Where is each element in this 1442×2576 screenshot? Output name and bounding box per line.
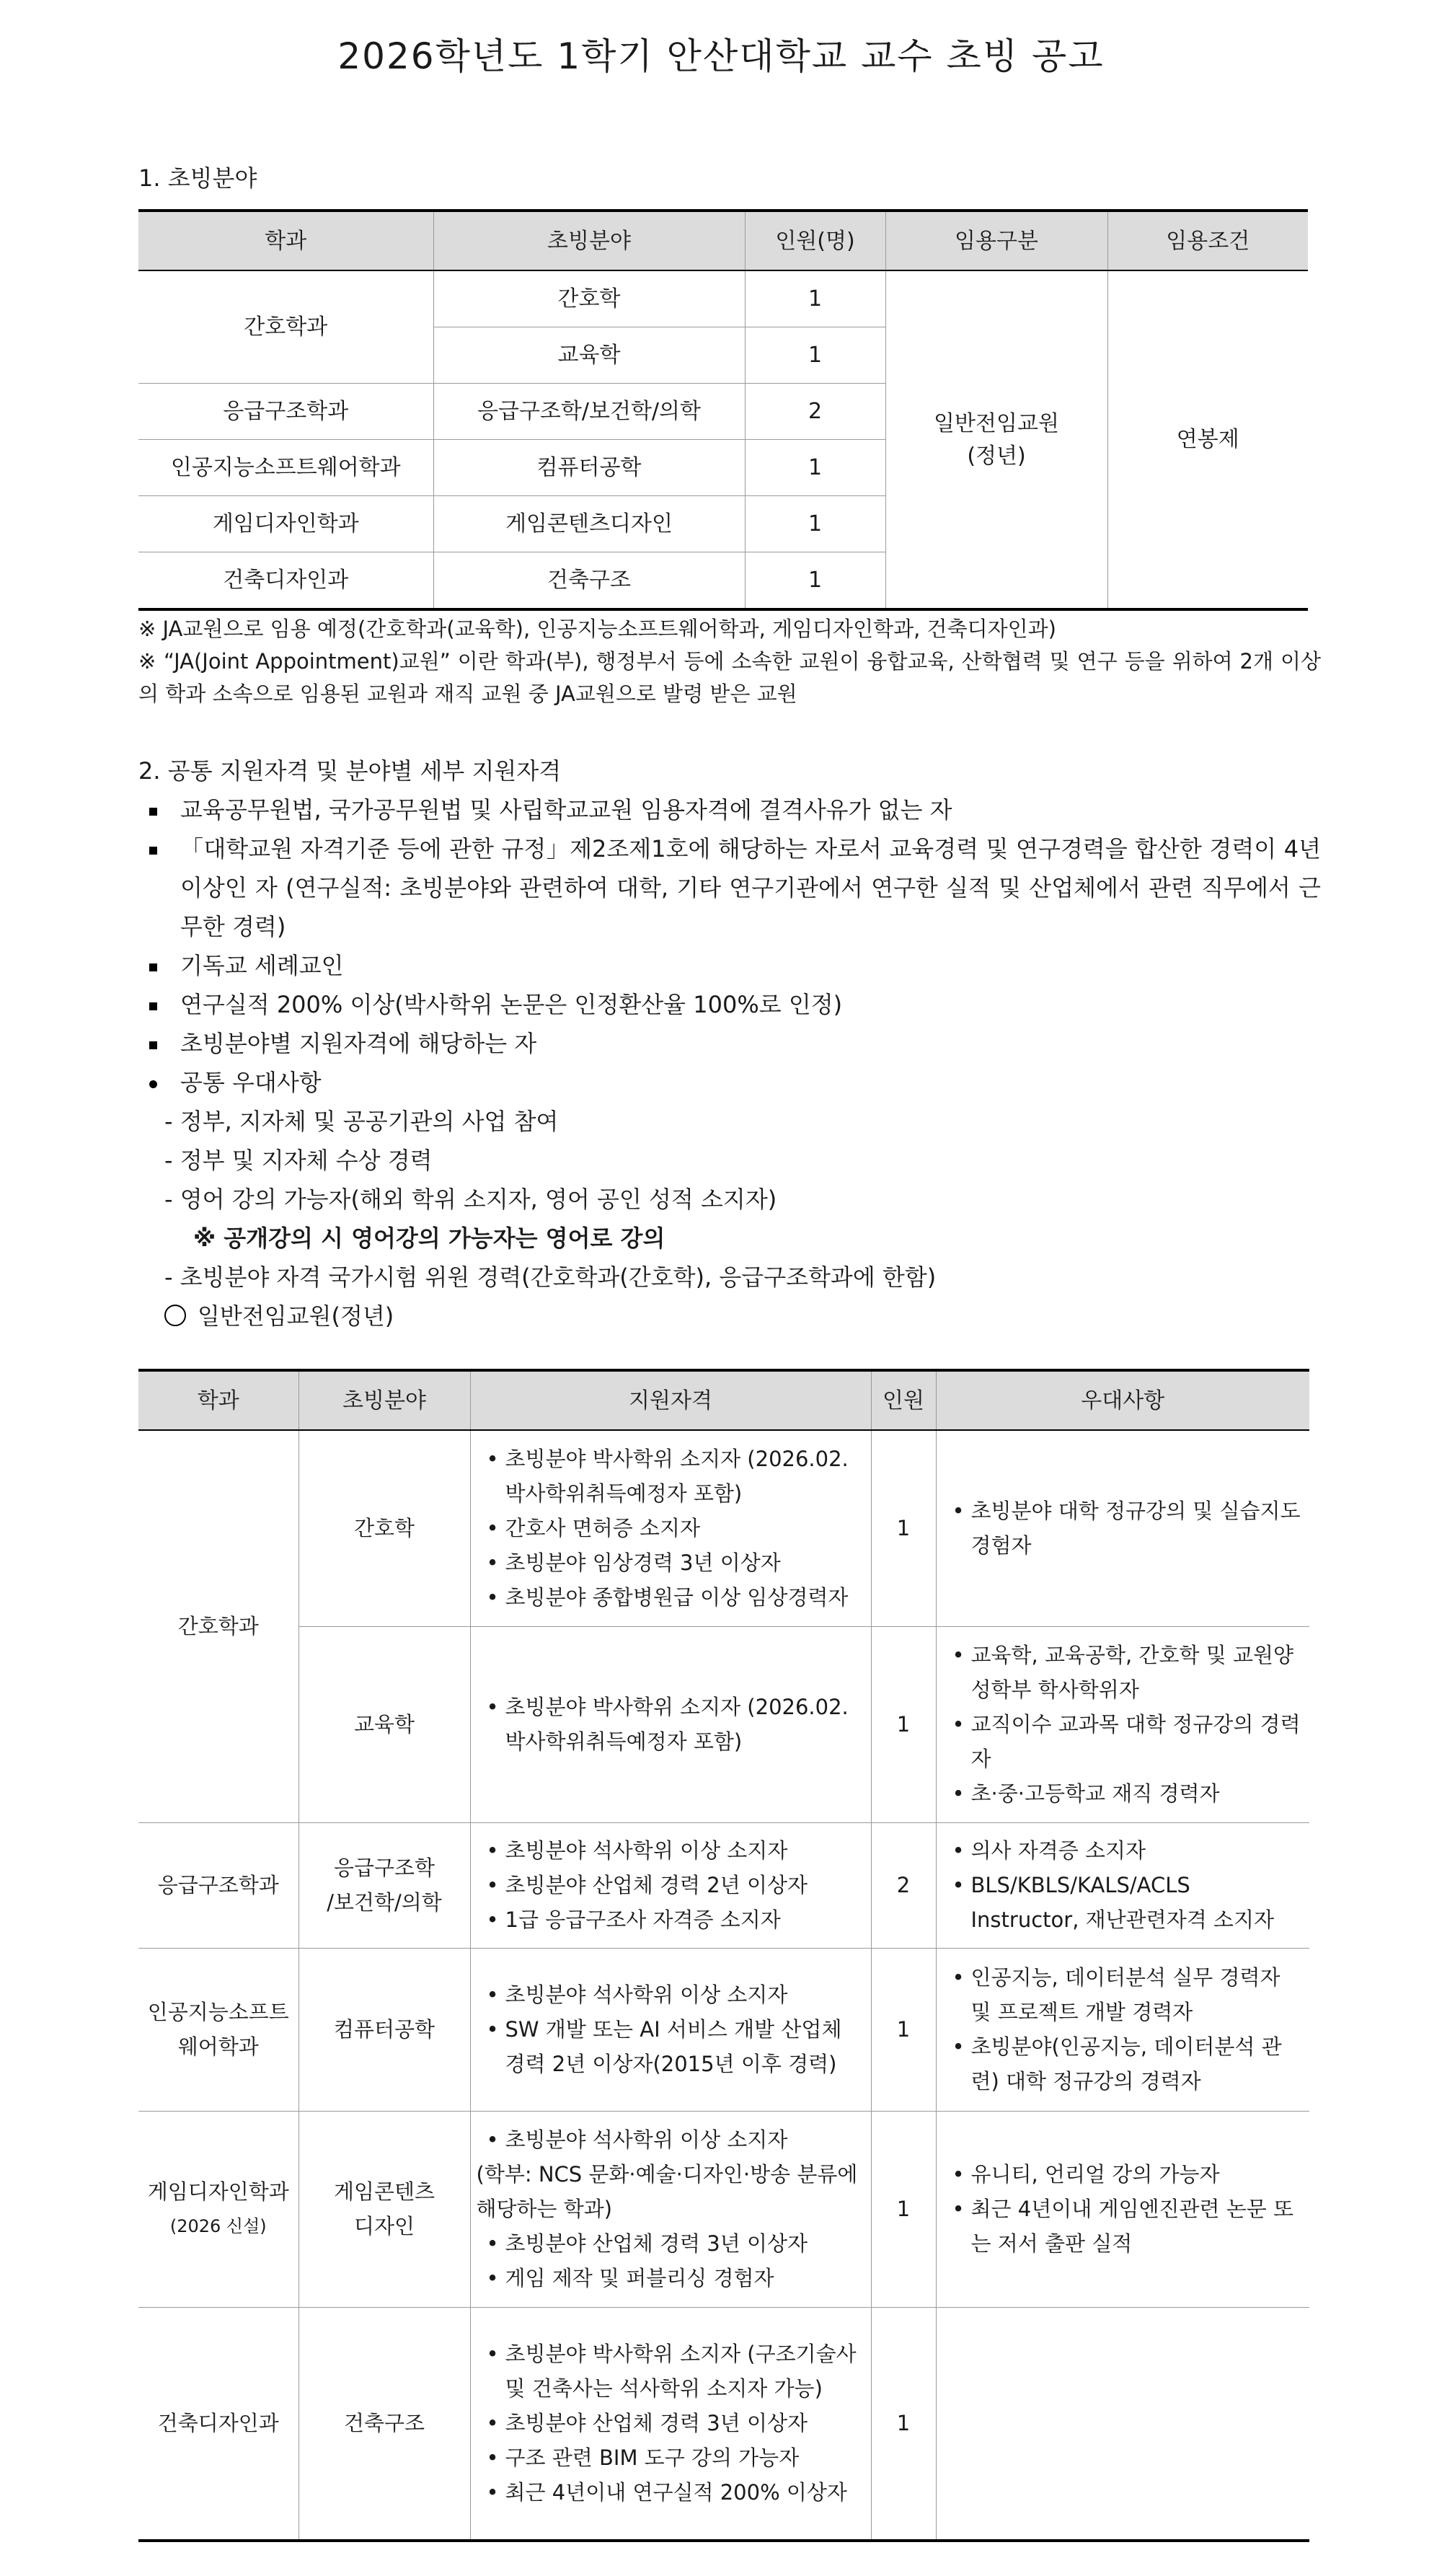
circle-bullet-icon: [164, 1305, 186, 1326]
square-bullet-icon: [149, 1002, 157, 1010]
count-cell: 1: [745, 270, 885, 327]
square-bullet-icon: [149, 847, 157, 855]
appointment-type-line: (정년): [967, 443, 1026, 469]
header-cell: 인원: [871, 1370, 936, 1430]
preference-item: - 정부 및 지자체 수상 경력: [164, 1147, 433, 1174]
table-row: [138, 2111, 1309, 2307]
preference-item: • 최근 4년이내 게임엔진관련 논문 또는 저서 출판 실적: [952, 2192, 1303, 2261]
qualification-item: • 초빙분야 산업체 경력 3년 이상자: [487, 2406, 864, 2440]
preference-cell: [936, 2307, 1309, 2541]
count-cell: 1: [745, 440, 885, 496]
qualification-item: • 초빙분야 박사학위 소지자 (2026.02. 박사학위취득예정자 포함): [487, 1442, 864, 1511]
qualification-item: • 초빙분야 석사학위 이상 소지자: [487, 1977, 864, 2012]
count-cell: 1: [745, 496, 885, 552]
preference-item: - 초빙분야 자격 국가시험 위원 경력(간호학과(간호학), 응급구조학과에 한함): [164, 1263, 937, 1291]
qualification-item: • 간호사 면허증 소지자: [487, 1511, 864, 1545]
header-cell: 임용구분: [885, 211, 1107, 270]
square-bullet-icon: [149, 963, 157, 971]
qualification-cell: [470, 1822, 871, 1948]
field-cell: 간호학: [298, 1430, 470, 1626]
qualification-cell: [470, 1948, 871, 2111]
preference-cell: [936, 1430, 1309, 1626]
header-cell: 지원자격: [470, 1370, 871, 1430]
dept-note: (2026 신설): [169, 2216, 267, 2236]
field-cell: [298, 2111, 470, 2307]
field-cell: [298, 1822, 470, 1948]
field-cell: 컴퓨터공학: [298, 1948, 470, 2111]
qualification-item: • 초빙분야 석사학위 이상 소지자: [487, 1833, 864, 1868]
field-line: 응급구조학: [333, 1856, 435, 1880]
count-cell: 1: [745, 552, 885, 610]
header-cell: 우대사항: [936, 1370, 1309, 1430]
section-1-notes: [138, 613, 1321, 710]
count-cell: 1: [745, 327, 885, 384]
table-header-row: [138, 1370, 1309, 1430]
field-cell: 게임콘텐츠디자인: [433, 496, 745, 552]
dept-line: 게임디자인학과: [147, 2179, 289, 2204]
preference-cell: [936, 1626, 1309, 1822]
english-lecture-note: ※ 공개강의 시 영어강의 가능자는 영어로 강의: [193, 1225, 665, 1252]
qualification-cell: [470, 1626, 871, 1822]
dept-cell: 응급구조학과: [138, 384, 433, 440]
header-cell: 임용조건: [1107, 211, 1308, 270]
table-row: [138, 1626, 1309, 1822]
section-2-heading: 2. 공통 지원자격 및 분야별 세부 지원자격: [138, 757, 562, 785]
section-1-heading: 1. 초빙분야: [138, 164, 257, 192]
preference-item: • 교직이수 교과목 대학 정규강의 경력자: [952, 1707, 1303, 1776]
count-cell: 1: [871, 1430, 936, 1626]
dept-cell: 간호학과: [138, 270, 433, 384]
count-cell: 1: [871, 2111, 936, 2307]
field-cell: 간호학: [433, 270, 745, 327]
dept-cell: [138, 1948, 298, 2111]
field-line: /보건학/의학: [327, 1890, 442, 1915]
header-cell: 초빙분야: [433, 211, 745, 270]
qualification-item: • 초빙분야 산업체 경력 2년 이상자: [487, 1868, 864, 1902]
table-row: [138, 1948, 1309, 2111]
qualification-item: • 최근 4년이내 연구실적 200% 이상자: [487, 2475, 864, 2510]
field-line: 디자인: [353, 2214, 415, 2238]
list-item: 초빙분야별 지원자격에 해당하는 자: [138, 1024, 1321, 1063]
qualification-table: [138, 1369, 1309, 2542]
dept-cell: 응급구조학과: [138, 1822, 298, 1948]
count-cell: 1: [871, 1626, 936, 1822]
list-item: 기독교 세례교인: [138, 946, 1321, 985]
note-text: ※ “JA(Joint Appointment)교원” 이란 학과(부), 행정부서 등에 소속한 교원이 융합교육, 산학협력 및 연구 등을 위하여 2개 이상의 학과 소속으로 임용된 교원과 재직 교원 중 JA교원으로 발령 받은 교원: [138, 649, 1321, 706]
qualification-item: • 초빙분야 종합병원급 이상 임상경력자: [487, 1580, 864, 1615]
header-cell: 인원(명): [745, 211, 885, 270]
appointment-type-cell: [885, 270, 1107, 609]
preference-item: • 초빙분야 대학 정규강의 및 실습지도 경험자: [952, 1494, 1303, 1563]
header-cell: 학과: [138, 211, 433, 270]
dept-line: 인공지능소프트: [147, 2000, 289, 2024]
preference-cell: [936, 1822, 1309, 1948]
preference-item: • BLS/KBLS/KALS/ACLS Instructor, 재난관련자격 소지자: [952, 1868, 1303, 1937]
round-bullet-icon: [149, 1080, 157, 1088]
recruitment-field-table: [138, 209, 1308, 611]
table-row: [138, 2307, 1309, 2541]
qualification-item: • SW 개발 또는 AI 서비스 개발 산업체 경력 2년 이상자(2015년 이후 경력): [487, 2012, 864, 2081]
preference-item: • 인공지능, 데이터분석 실무 경력자 및 프로젝트 개발 경력자: [952, 1960, 1303, 2029]
field-cell: 교육학: [433, 327, 745, 384]
preference-item: • 초·중·고등학교 재직 경력자: [952, 1776, 1303, 1811]
qualification-cell: [470, 2111, 871, 2307]
header-cell: 학과: [138, 1370, 298, 1430]
section-2: [138, 751, 1321, 1336]
preference-item: • 초빙분야(인공지능, 데이터분석 관련) 대학 정규강의 경력자: [952, 2029, 1303, 2099]
dept-cell: 인공지능소프트웨어학과: [138, 440, 433, 496]
field-cell: 교육학: [298, 1626, 470, 1822]
list-item: 「대학교원 자격기준 등에 관한 규정」제2조제1호에 해당하는 자로서 교육경력 및 연구경력을 합산한 경력이 4년 이상인 자 (연구실적: 초빙분야와 관련하여 대학, 기타 연구기관에서 연구한 실적 및 산업체에서 관련 직무에서 근무한 경력): [138, 829, 1321, 946]
square-bullet-icon: [149, 1041, 157, 1049]
qualification-item: • 초빙분야 박사학위 소지자 (구조기술사 및 건축사는 석사학위 소지자 가능): [487, 2337, 864, 2406]
dept-cell: [138, 2111, 298, 2307]
dept-cell: 게임디자인학과: [138, 496, 433, 552]
subsection-heading: 일반전임교원(정년): [138, 1297, 1321, 1336]
preference-cell: [936, 2111, 1309, 2307]
field-cell: 응급구조학/보건학/의학: [433, 384, 745, 440]
count-cell: 1: [871, 2307, 936, 2541]
count-cell: 1: [871, 1948, 936, 2111]
qualification-cell: [470, 1430, 871, 1626]
preference-item: • 유니티, 언리얼 강의 가능자: [952, 2157, 1303, 2192]
qualification-item: • 구조 관련 BIM 도구 강의 가능자: [487, 2440, 864, 2475]
preference-item: • 교육학, 교육공학, 간호학 및 교원양성학부 학사학위자: [952, 1638, 1303, 1707]
field-cell: 건축구조: [298, 2307, 470, 2541]
dept-cell: 건축디자인과: [138, 2307, 298, 2541]
dept-cell: 간호학과: [138, 1430, 298, 1822]
qualification-cell: [470, 2307, 871, 2541]
condition-cell: 연봉제: [1107, 270, 1308, 609]
qualification-note: (학부: NCS 문화·예술·디자인·방송 분류에 해당하는 학과): [476, 2162, 858, 2221]
square-bullet-icon: [149, 808, 157, 816]
field-cell: 컴퓨터공학: [433, 440, 745, 496]
qualification-item: • 초빙분야 산업체 경력 3년 이상자: [487, 2226, 864, 2261]
qualification-item: • 게임 제작 및 퍼블리싱 경험자: [487, 2261, 864, 2295]
count-cell: 2: [745, 384, 885, 440]
table-row: [138, 1430, 1309, 1626]
header-cell: 초빙분야: [298, 1370, 470, 1430]
preference-item: - 영어 강의 가능자(해외 학위 소지자, 영어 공인 성적 소지자): [164, 1186, 777, 1213]
note-text: ※ JA교원으로 임용 예정(간호학과(교육학), 인공지능소프트웨어학과, 게임디자인학과, 건축디자인과): [138, 617, 1056, 641]
list-item: 공통 우대사항: [138, 1063, 1321, 1102]
list-item: 연구실적 200% 이상(박사학위 논문은 인정환산율 100%로 인정): [138, 985, 1321, 1024]
table-row: [138, 270, 1308, 327]
table-header-row: [138, 211, 1308, 270]
table-row: [138, 1822, 1309, 1948]
preference-item: - 정부, 지자체 및 공공기관의 사업 참여: [164, 1108, 559, 1135]
qualification-item: • 초빙분야 석사학위 이상 소지자: [487, 2122, 864, 2157]
qualification-item: • 초빙분야 박사학위 소지자 (2026.02. 박사학위취득예정자 포함): [487, 1690, 864, 1759]
field-line: 게임콘텐츠: [333, 2179, 435, 2204]
qualification-item: • 1급 응급구조사 자격증 소지자: [487, 1902, 864, 1937]
appointment-type-line: 일반전임교원: [934, 410, 1059, 436]
field-cell: 건축구조: [433, 552, 745, 610]
preference-item: • 의사 자격증 소지자: [952, 1833, 1303, 1868]
list-item: 교육공무원법, 국가공무원법 및 사립학교교원 임용자격에 결격사유가 없는 자: [138, 790, 1321, 829]
dept-cell: 건축디자인과: [138, 552, 433, 610]
page-title: 2026학년도 1학기 안산대학교 교수 초빙 공고: [337, 35, 1105, 77]
count-cell: 2: [871, 1822, 936, 1948]
preference-cell: [936, 1948, 1309, 2111]
dept-line: 웨어학과: [177, 2034, 259, 2059]
qualification-item: • 초빙분야 임상경력 3년 이상자: [487, 1545, 864, 1580]
